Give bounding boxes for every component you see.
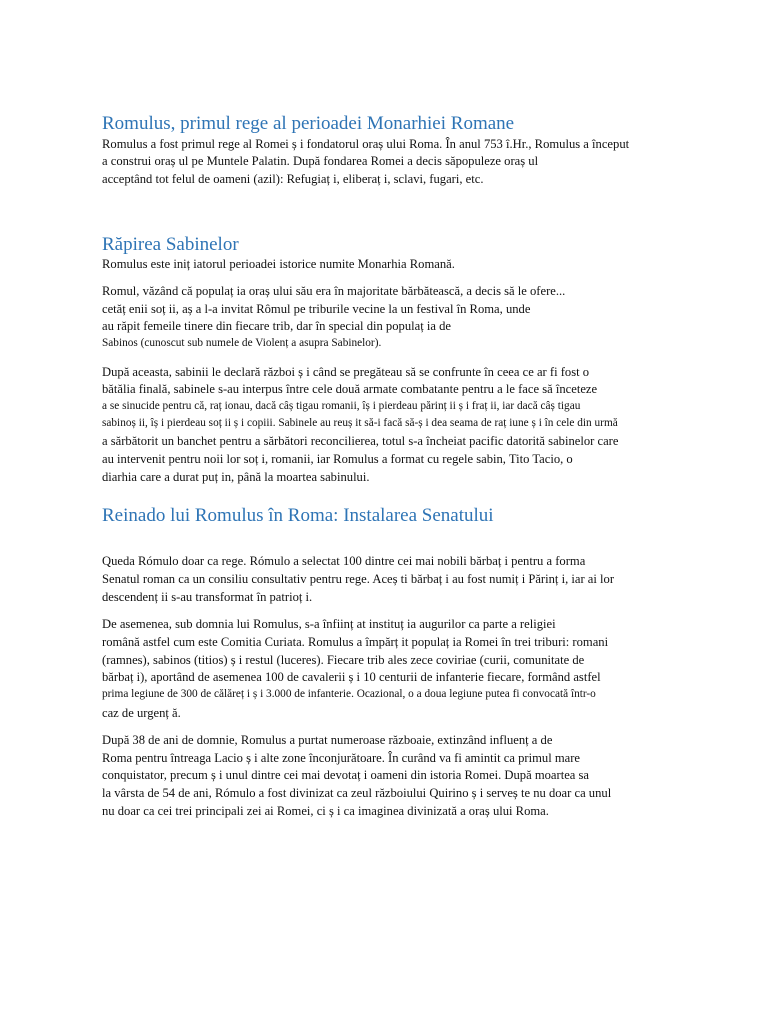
text-line: (ramnes), sabinos (titios) ș i restul (luceres). Fiecare trib ales zece coviriae (curii, comunitate de: [102, 653, 585, 667]
section-heading-romulus: Romulus, primul rege al perioadei Monarhiei Romane: [102, 113, 515, 134]
text-line: prima legiune de 300 de călăreț i ș i 3.000 de infanterie. Ocazional, o a doua legiune putea fi convocată într-o: [102, 688, 596, 700]
text-line: Sabinos (cunoscut sub numele de Violenț a asupra Sabinelor).: [102, 337, 382, 349]
text-line: Romul, văzând că populaț ia oraș ului său era în majoritate bărbătească, a decis să le ofere...: [102, 284, 566, 298]
text-line: Queda Rómulo doar ca rege. Rómulo a selectat 100 dintre cei mai nobili bărbaț i pentru a forma: [102, 554, 586, 568]
text-line: au răpit femeile tinere din fiecare trib, dar în special din populaț ia de: [102, 319, 451, 333]
text-line: nu doar ca cei trei principali zei ai Romei, ci ș i ca imaginea divinizată a oraș ului Roma.: [102, 804, 549, 818]
text-line: Romulus este iniț iatorul perioadei istorice numite Monarhia Romană.: [102, 257, 455, 271]
text-line: cetăț enii soț ii, aș a l-a invitat Rômul pe triburile vecine la un festival în Roma, unde: [102, 302, 531, 316]
text-line: Romulus a fost primul rege al Romei ș i fondatorul oraș ului Roma. În anul 753 î.Hr., Romulus a început: [102, 137, 630, 151]
text-line: a construi oraș ul pe Muntele Palatin. După fondarea Romei a decis săpopuleze oraș ul: [102, 154, 539, 168]
text-line: După aceasta, sabinii le declară război ș i când se pregăteau să se confrunte în ceea ce ar fi fost o: [102, 365, 590, 379]
text-line: conquistator, precum ș i unul dintre cei mai devotaț i oameni din istoria Romei. După moartea sa: [102, 768, 590, 782]
text-line: bărbaț i), aportând de asemenea 100 de cavalerii ș i 10 centurii de infanterie fiecare, formând astfel: [102, 670, 601, 684]
text-line: la vârsta de 54 de ani, Rómulo a fost divinizat ca zeul războiului Quirino ș i serveș te nu doar ca unul: [102, 786, 612, 800]
text-line: De asemenea, sub domnia lui Romulus, s-a înființ at instituț ia augurilor ca parte a religiei: [102, 617, 556, 631]
text-line: a sărbătorit un banchet pentru a sărbători reconcilierea, totul s-a încheiat pacific datorită sabinelor care: [102, 434, 619, 448]
text-line: a se sinucide pentru că, raț ionau, dacă câș tigau romanii, îș i pierdeau părinț ii ș i fraț ii, iar dacă câș tigau: [102, 400, 581, 412]
text-line: Roma pentru întreaga Lacio ș i alte zone înconjurătoare. În curând va fi amintit ca primul mare: [102, 751, 581, 765]
text-line: bătălia finală, sabinele s-au interpus între cele două armate combatante pentru a le face să înceteze: [102, 382, 598, 396]
section-heading-sabine: Răpirea Sabinelor: [102, 234, 239, 255]
text-line: au intervenit pentru noii lor soț i, romanii, iar Romulus a format cu regele sabin, Tito Tacio, o: [102, 452, 573, 466]
text-line: descendenț ii s-au transformat în patrioț i.: [102, 590, 313, 604]
text-line: După 38 de ani de domnie, Romulus a purtat numeroase războaie, extinzând influenț a de: [102, 733, 553, 747]
text-line: sabinoș ii, îș i pierdeau soț ii ș i copiii. Sabinele au reuș it să-i facă să-ș i dea seama de raț iune ș i în cele din urmă: [102, 417, 618, 429]
text-line: caz de urgenț ă.: [102, 706, 181, 720]
text-line: Senatul roman ca un consiliu consultativ pentru rege. Aceș ti bărbaț i au fost numiț i Părinț i, iar ai lor: [102, 572, 615, 586]
text-line: diarhia care a durat puț in, până la moartea sabinului.: [102, 470, 370, 484]
text-line: acceptând tot felul de oameni (azil): Refugiaț i, eliberaț i, sclavi, fugari, etc.: [102, 172, 484, 186]
section-heading-senate: Reinado lui Romulus în Roma: Instalarea Senatului: [102, 505, 494, 526]
text-line: română astfel cum este Comitia Curiata. Romulus a împărț it populaț ia Romei în trei triburi: romani: [102, 635, 609, 649]
